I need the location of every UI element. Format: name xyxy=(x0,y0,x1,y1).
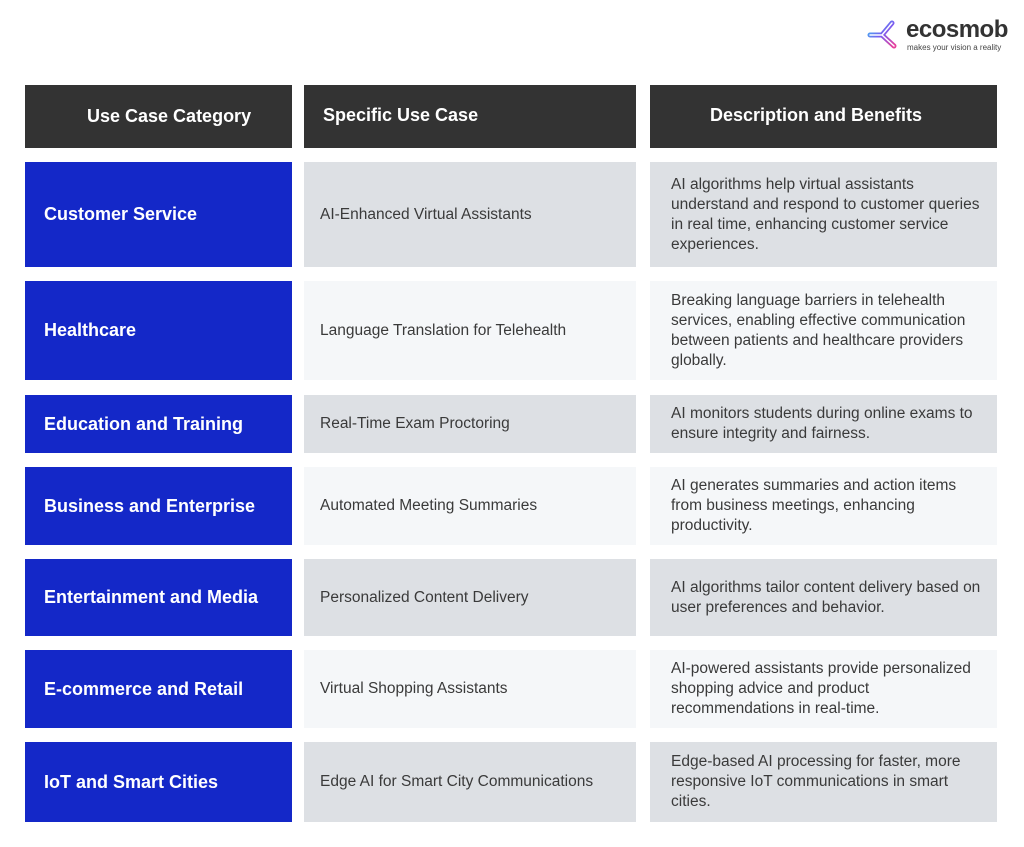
row-category: Entertainment and Media xyxy=(25,559,292,636)
row-use-case: AI-Enhanced Virtual Assistants xyxy=(304,162,636,267)
row-category: Education and Training xyxy=(25,395,292,453)
row-use-case: Edge AI for Smart City Communications xyxy=(304,742,636,822)
row-category: IoT and Smart Cities xyxy=(25,742,292,822)
row-description: Breaking language barriers in telehealth services, enabling effective communication between patients and healthcare providers globally. xyxy=(650,281,997,380)
row-use-case: Real-Time Exam Proctoring xyxy=(304,395,636,453)
row-use-case: Virtual Shopping Assistants xyxy=(304,650,636,728)
ecosmob-logo-icon xyxy=(866,18,902,52)
row-description: AI monitors students during online exams to ensure integrity and fairness. xyxy=(650,395,997,453)
row-description: Edge-based AI processing for faster, more responsive IoT communications in smart cities. xyxy=(650,742,997,822)
header-description-and-benefits: Description and Benefits xyxy=(650,85,997,148)
row-description: AI algorithms tailor content delivery based on user preferences and behavior. xyxy=(650,559,997,636)
row-use-case: Personalized Content Delivery xyxy=(304,559,636,636)
row-category: Customer Service xyxy=(25,162,292,267)
row-use-case: Language Translation for Telehealth xyxy=(304,281,636,380)
row-description: AI algorithms help virtual assistants understand and respond to customer queries in real time, enhancing customer service experiences. xyxy=(650,162,997,267)
row-category: Business and Enterprise xyxy=(25,467,292,545)
header-specific-use-case: Specific Use Case xyxy=(304,85,636,148)
row-description: AI-powered assistants provide personalized shopping advice and product recommendations in real-time. xyxy=(650,650,997,728)
ecosmob-logo xyxy=(866,16,1016,56)
header-use-case-category: Use Case Category xyxy=(25,85,292,148)
row-description: AI generates summaries and action items from business meetings, enhancing productivity. xyxy=(650,467,997,545)
row-category: E-commerce and Retail xyxy=(25,650,292,728)
logo-brand-name: ecosmob xyxy=(906,16,1008,43)
logo-tagline: makes your vision a reality xyxy=(907,43,1002,52)
row-category: Healthcare xyxy=(25,281,292,380)
row-use-case: Automated Meeting Summaries xyxy=(304,467,636,545)
